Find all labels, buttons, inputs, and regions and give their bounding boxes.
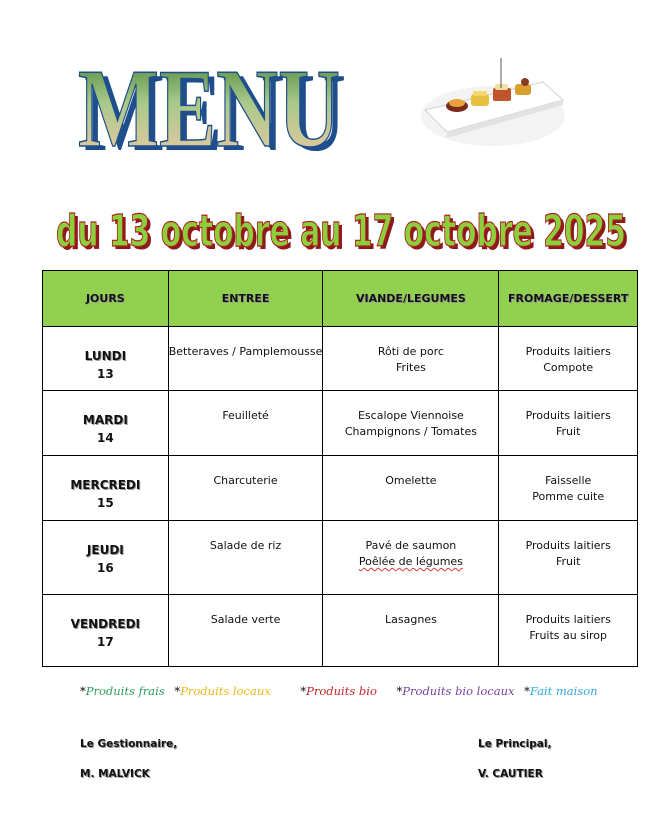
day-name: MERCREDI [70, 478, 141, 492]
legend-item [300, 684, 377, 698]
header-jours: JOURS [43, 271, 169, 327]
fromage-item: Faisselle [545, 474, 592, 487]
legend-produits-bio-locaux: Produits bio locaux [402, 684, 515, 698]
fromage-item: Produits laitiers [525, 539, 611, 552]
header-entree: ENTREE [168, 271, 323, 327]
table-row [43, 327, 638, 391]
dessert-item: Pomme cuite [532, 490, 605, 503]
legend-produits-bio: Produits bio [306, 684, 377, 698]
fromage-item: Produits laitiers [525, 409, 611, 422]
viande-cell [323, 456, 499, 521]
entree-cell [168, 391, 323, 456]
entree-dish: Charcuterie [213, 474, 278, 487]
legume-dish: Poêlée de légumes [358, 555, 463, 568]
legume-dish: Frites [395, 361, 426, 374]
appetizer-plate-image [415, 48, 565, 158]
entree-cell [168, 327, 323, 391]
day-cell [43, 456, 169, 521]
dessert-cell [499, 521, 638, 595]
day-cell [43, 327, 169, 391]
table-header-row [43, 271, 638, 327]
viande-cell [323, 595, 499, 667]
menu-logo-text: MENU [78, 47, 340, 160]
menu-logo [70, 30, 355, 160]
table-row [43, 456, 638, 521]
dessert-cell [499, 327, 638, 391]
day-name: LUNDI [84, 349, 127, 363]
asterisk-icon: * [174, 684, 181, 698]
day-cell [43, 595, 169, 667]
entree-cell [168, 456, 323, 521]
table-row [43, 521, 638, 595]
viande-cell [323, 327, 499, 391]
dessert-cell [499, 391, 638, 456]
viande-dish: Escalope Viennoise [357, 409, 464, 422]
dessert-cell [499, 595, 638, 667]
fromage-item: Produits laitiers [525, 345, 611, 358]
gestionnaire-title: Le Gestionnaire, [80, 738, 178, 750]
legend-produits-frais: Produits frais [85, 684, 165, 698]
entree-dish: Betteraves / Pamplemousse [168, 345, 323, 358]
product-legend [80, 684, 604, 698]
date-range-shadow: du 13 octobre au 17 octobre 2025 [59, 209, 629, 260]
day-cell [43, 521, 169, 595]
legume-dish: Champignons / Tomates [344, 425, 477, 438]
legend-fait-maison: Fait maison [529, 684, 598, 698]
viande-dish: Lasagnes [385, 613, 437, 626]
day-number: 17 [96, 635, 114, 649]
day-number: 14 [96, 431, 114, 445]
asterisk-icon: * [524, 684, 530, 698]
header-viande-legumes: VIANDE/LEGUMES [323, 271, 499, 327]
legend-item [524, 684, 597, 698]
day-cell [43, 391, 169, 456]
menu-table [42, 270, 638, 667]
legend-item [80, 684, 165, 698]
date-range-title [50, 190, 640, 270]
dessert-cell [499, 456, 638, 521]
entree-cell [168, 595, 323, 667]
entree-dish: Salade de riz [209, 539, 282, 552]
day-number: 16 [96, 561, 114, 575]
legend-item [397, 684, 515, 698]
fromage-item: Produits laitiers [525, 613, 611, 626]
asterisk-icon: * [300, 684, 307, 698]
asterisk-icon: * [80, 684, 86, 698]
day-name: MARDI [82, 413, 128, 427]
legend-produits-locaux: Produits locaux [180, 684, 271, 698]
day-name: VENDREDI [70, 617, 141, 631]
principal-name: V. CAUTIER [478, 768, 543, 780]
gestionnaire-name: M. MALVICK [80, 768, 150, 780]
table-row [43, 391, 638, 456]
principal-title: Le Principal, [478, 738, 552, 750]
menu-logo-shadow: MENU [84, 51, 346, 160]
day-number: 15 [96, 496, 114, 510]
date-range-text: du 13 octobre au 17 octobre 2025 [56, 206, 626, 257]
viande-dish: Omelette [385, 474, 437, 487]
entree-dish: Feuilleté [222, 409, 269, 422]
entree-cell [168, 521, 323, 595]
dessert-item: Compote [543, 361, 594, 374]
day-name: JEUDI [86, 543, 124, 557]
dessert-item: Fruit [556, 425, 581, 438]
dessert-item: Fruits au sirop [529, 629, 607, 642]
day-number: 13 [96, 367, 114, 381]
dessert-item: Fruit [556, 555, 581, 568]
asterisk-icon: * [396, 684, 403, 698]
table-row [43, 595, 638, 667]
viande-dish: Rôti de porc [377, 345, 444, 358]
viande-cell [323, 521, 499, 595]
viande-cell [323, 391, 499, 456]
header-fromage-dessert: FROMAGE/DESSERT [499, 271, 638, 327]
viande-dish: Pavé de saumon [365, 539, 457, 552]
entree-dish: Salade verte [210, 613, 281, 626]
legend-item [174, 684, 270, 698]
